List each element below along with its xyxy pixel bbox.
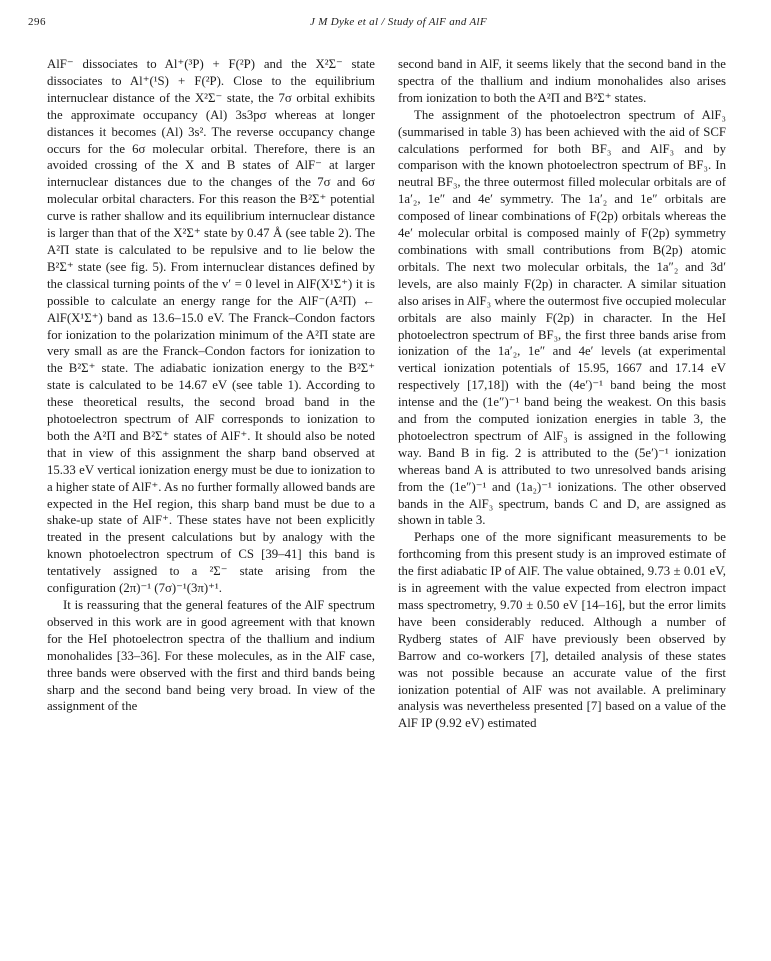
paragraph: Perhaps one of the more significant measurements to be forthcoming from this present study is an improved estimate of the first adiabatic IP of AlF. The value obtained, 9.73 ± 0.01 eV, is in agreement with the value expected from electron impact mass spectrometry, 9.70 ± 0.50 eV [14–16], but the error limits have been considerably reduced. Although a number of Rydberg states of AlF have previously been observed by Barrow and co-workers [7], detailed analysis of these states was not possible because an accurate value of the first ionization potential of AlF was not available. A preliminary analysis was nevertheless presented [7] based on a value of the AlF IP (9.92 eV) estimated — [398, 530, 726, 731]
paragraph: The assignment of the photoelectron spectrum of AlF₃ (summarised in table 3) has been achieved with the aid of SCF calculations performed for both BF₃ and AlF₃ and by comparison with the known photoelectron spectrum of BF₃. In neutral BF₃, the three outermost filled molecular orbitals are of 1a′₂, 1e″ and 4e′ symmetry. The 1a′₂ and 1e″ orbitals are composed of linear combinations of F(2p) orbitals whereas the 4e′ molecular orbital is composed mainly of F(2p) symmetry combinations with small contributions from B(2p) atomic orbitals. The next two molecular orbitals, the 1a″₂ and 3d′ levels, are also mainly F(2p) in character. A similar situation also arises in AlF₃ where the outermost five occupied molecular orbitals are also mainly F(2p) in character. In the HeI photoelectron spectrum of BF₃, the first three bands arise from ionization of the 1a′₂, 1e″ and 4e′ levels (at experimental vertical ionization potentials of 15.95, 1667 and 17.14 eV respectively [17,18]) with the (4e′)⁻¹ band being the most intense and the (1e″)⁻¹ band being the weakest. On this basis and from the computed ionization energies in table 3, the photoelectron spectrum of AlF₃ is assigned in the following way. Band B in fig. 2 is attributed to the (5e′)⁻¹ ionization whereas band A is attributed to two unresolved bands arising from the (1e″)⁻¹ and (1a₂)⁻¹ ionizations. The other observed bands in the AlF₃ spectrum, bands C and D, are assigned as shown in table 3. — [398, 107, 726, 528]
right-column — [398, 56, 726, 732]
paragraph: It is reassuring that the general features of the AlF spectrum observed in this work are in good agreement with that known for the HeI photoelectron spectra of the thallium and indium monohalides [33–36]. For these molecules, as in the AlF case, three bands were observed with the first and third bands being sharp and the second band being very broad. In view of the assignment of the — [47, 598, 375, 714]
running-head: J M Dyke et al / Study of AlF and AlF — [310, 16, 487, 28]
page-number: 296 — [28, 16, 46, 28]
paragraph: AlF⁻ dissociates to Al⁺(³P) + F(²P) and the X²Σ⁻ state dissociates to Al⁺(¹S) + F(²P). Close to the equilibrium internuclear distance of the X²Σ⁻ state, the 7σ orbital exhibits the approximate occupancy (Al) 3s3pσ whereas at longer distances it becomes (Al) 3s². The reverse occupancy change occurs for the 6σ molecular orbital. Therefore, there is an avoided crossing of the X and B states of AlF⁻ at larger internuclear distances due to the changes of the 7σ and 6σ molecular orbital characters. For this reason the B²Σ⁺ potential curve is rather shallow and its equilibrium internuclear distance is larger than that of the X²Σ⁺ state by 0.47 Å (see table 2). The A²Π state is calculated to be repulsive and to lie below the B²Σ⁺ state (see fig. 5). From internuclear distances defined by the classical turning points of the v′ = 0 level in AlF(X¹Σ⁺) it is possible to calculate an energy range for the AlF⁻(A²Π) ← AlF(X¹Σ⁺) band as 13.6–15.0 eV. The Franck–Condon factors for ionization to the polarization minimum of the A²Π state are very small as are the Franck–Condon factors for ionization to the B²Σ⁺ state. The adiabatic ionization energy to the B²Σ⁺ state is calculated to be 14.67 eV (see table 1). According to these theoretical results, the second broad band in the photoelectron spectrum of AlF corresponds to ionization to both the A²Π and B²Σ⁺ states of AlF⁺. It should also be noted that in view of this assignment the sharp band observed at 15.33 eV vertical ionization energy must be due to ionization to a higher state of AlF⁺. As no further formally allowed bands are expected in the HeI region, this sharp band must be due to a shake-up state of AlF⁺. These states have not been explicitly treated in the present calculations but by analogy with the known photoelectron spectrum of CS [39–41] this band is tentatively assigned to a ²Σ⁻ state arising from the configuration (2π)⁻¹ (7σ)⁻¹(3π)⁺¹. — [47, 57, 376, 596]
paragraph: second band in AlF, it seems likely that the second band in the spectra of the thallium and indium monohalides also arises from ionization to both the A²Π and B²Σ⁺ states. — [398, 57, 726, 105]
left-column — [47, 56, 375, 715]
page-header — [0, 16, 771, 36]
